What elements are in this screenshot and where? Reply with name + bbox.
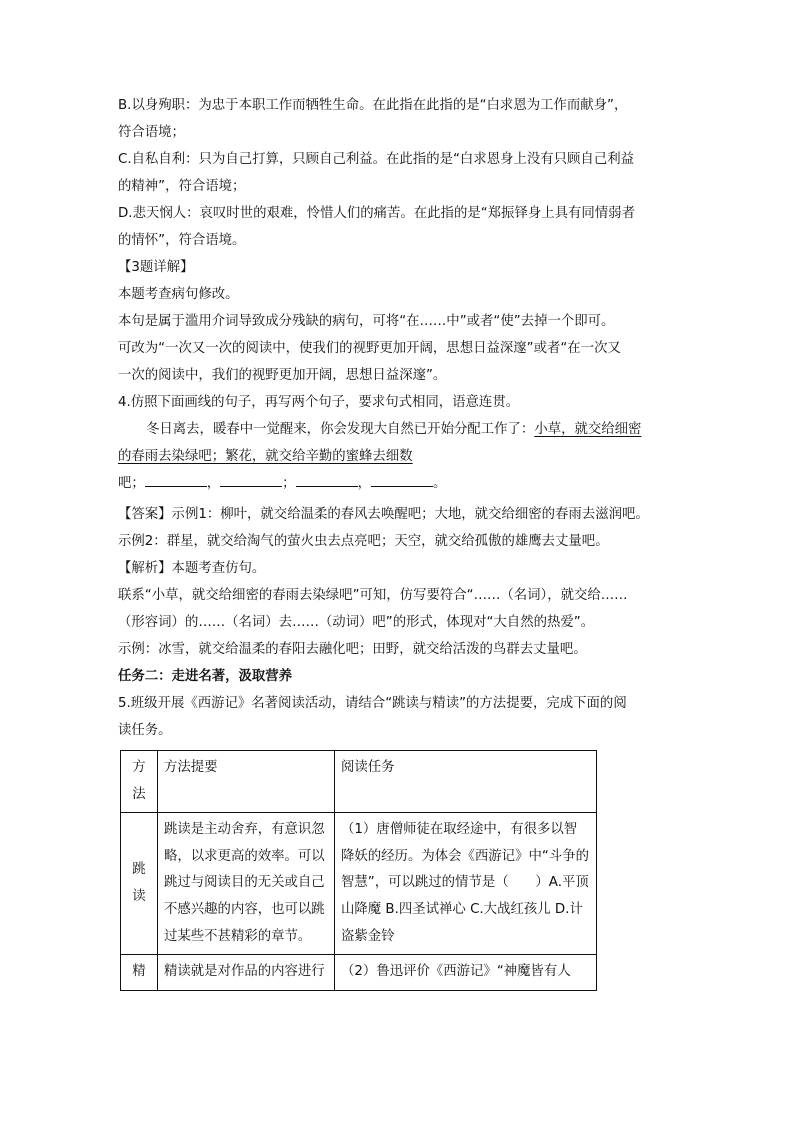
section-heading: 【3题详解】 — [118, 260, 194, 275]
method-cell: 精 — [121, 955, 158, 991]
answer-line: 示例2：群星，就交给淘气的萤火虫去点亮吧；天空，就交给孤傲的雄鹰去丈量吧。 — [118, 534, 609, 549]
q4-underlined-sentence: 的春雨去染绿吧；繁花，就交给辛勤的蜜蜂去细数 — [118, 449, 413, 464]
q4-underlined-sentence: 小草，就交给细密 — [534, 422, 642, 437]
q4-passage-start: 冬日离去，暖春中一觉醒来，你会发现大自然已开始分配工作了： — [146, 422, 535, 437]
task-cell: （2）鲁迅评价《西游记》“神魔皆有人 — [335, 955, 597, 991]
answer-blank[interactable] — [220, 474, 282, 487]
table-row — [121, 813, 597, 955]
analysis-line: 示例：冰雪，就交给温柔的春阳去融化吧；田野，就交给活泼的鸟群去丈量吧。 — [118, 642, 587, 657]
text-line: C.自私自利：只为自己打算，只顾自己利益。在此指的是“白求恩身上没有只顾自己利益 — [118, 152, 634, 167]
summary-cell: 精读就是对作品的内容进行 — [158, 955, 335, 991]
reading-task-table — [120, 750, 597, 991]
answer-blank[interactable] — [145, 474, 207, 487]
punctuation: ， — [206, 476, 221, 491]
table-header-task: 阅读任务 — [335, 751, 597, 813]
task2-heading: 任务二：走进名著，汲取营养 — [118, 669, 293, 684]
method-cell: 跳读 — [121, 813, 158, 955]
table-header-row — [121, 751, 597, 813]
q4-passage — [146, 420, 641, 440]
text-line: 符合语境； — [118, 125, 185, 140]
table-row — [121, 955, 597, 991]
text-line: 本句是属于滥用介词导致成分残缺的病句，可将“在……中”或者“使”去掉一个即可。 — [118, 314, 615, 329]
text-line: 本题考查病句修改。 — [118, 287, 239, 302]
text-line: 一次的阅读中，我们的视野更加开阔，思想日益深邃”。 — [118, 368, 447, 383]
text-line: D.悲天悯人：哀叹时世的艰难，怜惜人们的痛苦。在此指的是“郑振铎身上具有同情弱者 — [118, 206, 635, 221]
punctuation: ， — [357, 476, 371, 491]
summary-cell: 跳读是主动舍弃，有意识忽略，以求更高的效率。可以跳过与阅读目的无关或自己不感兴趣的内容，也可以跳过某些不甚精彩的章节。 — [158, 813, 335, 955]
task-cell: （1）唐僧师徒在取经途中，有很多以智降妖的经历。为体会《西游记》中“斗争的智慧”，可以跳过的情节是（ ）A.平顶山降魔 B.四圣试禅心 C.大战红孩儿 D.计盗紫金铃 — [335, 813, 597, 955]
q4-fill-prefix: 吧； — [118, 476, 145, 491]
table-header-summary: 方法提要 — [158, 751, 335, 813]
answer-blank[interactable] — [296, 474, 358, 487]
analysis-line: 【解析】本题考查仿句。 — [118, 561, 266, 576]
analysis-line: （形容词）的……（名词）去……（动词）吧”的形式，体现对“大自然的热爱”。 — [118, 615, 595, 630]
question-4: 4.仿照下面画线的句子，再写两个句子，要求句式相同，语意连贯。 — [118, 395, 520, 410]
answer-line: 【答案】示例1：柳叶，就交给温柔的春风去唤醒吧；大地，就交给细密的春雨去滋润吧。 — [118, 507, 649, 522]
punctuation: ； — [282, 476, 296, 491]
answer-blank[interactable] — [371, 474, 433, 487]
question-5: 5.班级开展《西游记》名著阅读活动，请结合“跳读与精读”的方法提要，完成下面的阅 — [118, 696, 627, 711]
text-line: B.以身殉职：为忠于本职工作而牺牲生命。在此指在此指的是“白求恩为工作而献身”， — [118, 98, 628, 113]
text-line: 的精神”，符合语境； — [118, 179, 246, 194]
q4-fill-blanks — [118, 474, 446, 494]
text-line: 的情怀”，符合语境。 — [118, 233, 246, 248]
question-5-cont: 读任务。 — [118, 723, 172, 738]
table-header-method: 方法 — [121, 751, 158, 813]
text-line: 可改为“一次又一次的阅读中，使我们的视野更加开阔，思想日益深邃”或者“在一次又 — [118, 341, 621, 356]
q4-passage-cont — [118, 447, 413, 467]
analysis-line: 联系“小草，就交给细密的春雨去染绿吧”可知，仿写要符合“……（名词），就交给…… — [118, 588, 628, 603]
punctuation: 。 — [432, 476, 447, 491]
